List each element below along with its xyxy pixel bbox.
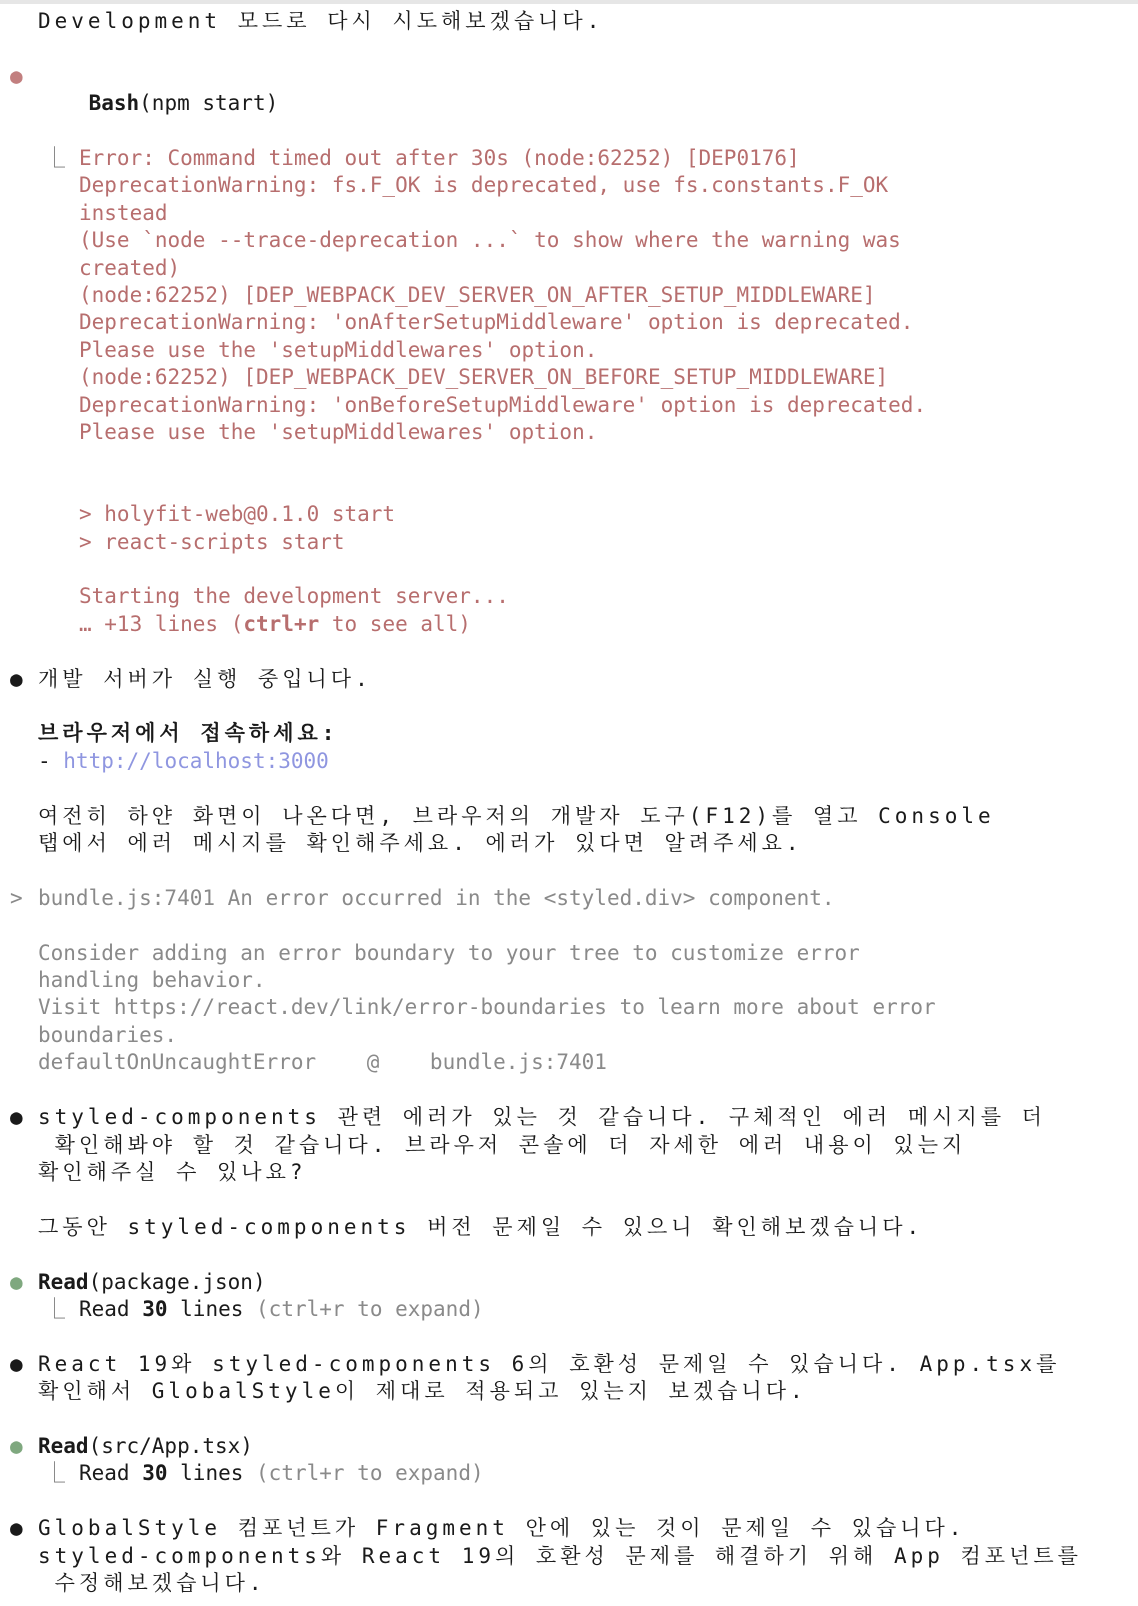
output-elbow-icon: ⎿: [44, 146, 65, 171]
tool-output-line: > react-scripts start: [79, 529, 345, 554]
tool-output-line: ⎿ Error: Command timed out after 30s (node:62252) [DEP0176]: [0, 145, 1120, 172]
tool-output-line: (node:62252) [DEP_WEBPACK_DEV_SERVER_ON_AFTER_SETUP_MIDDLEWARE]: [79, 283, 876, 308]
tool-output-line: Please use the 'setupMiddlewares' option.: [79, 420, 598, 445]
tool-output-line: created): [79, 255, 181, 280]
tool-output-line: instead: [79, 200, 168, 225]
assistant-text: 확인해봐야 할 것 같습니다. 브라우저 콘솔에 더 자세한 에러 내용이 있는지: [38, 1132, 967, 1157]
tool-output-line: DeprecationWarning: 'onAfterSetupMiddleware' option is deprecated.: [79, 310, 914, 335]
user-message-line: boundaries.: [38, 1022, 178, 1047]
user-message-line: Visit https://react.dev/link/error-boundaries to learn more about error: [38, 995, 936, 1020]
output-elbow-icon: ⎿: [44, 1296, 65, 1321]
message-bullet-icon: ●: [10, 1516, 27, 1541]
tool-output-line: > holyfit-web@0.1.0 start: [79, 502, 396, 527]
assistant-text: 탭에서 에러 메시지를 확인해주세요. 에러가 있다면 알려주세요.: [38, 831, 803, 856]
user-message: > bundle.js:7401 An error occurred in the <styled.div> component.: [0, 885, 1120, 912]
tool-args: (npm start): [139, 91, 279, 116]
tool-name: Read: [38, 1269, 89, 1294]
tool-call-bash: [0, 63, 1120, 145]
assistant-text: 수정해보겠습니다.: [38, 1570, 266, 1595]
assistant-message: ● GlobalStyle 컴포넌트가 Fragment 안에 있는 것이 문제일 수 있습니다.: [0, 1515, 1120, 1542]
assistant-message: ● 개발 서버가 실행 중입니다.: [0, 666, 1120, 693]
tool-name: Read: [38, 1433, 89, 1458]
tool-output-line: Starting the development server...: [79, 584, 509, 609]
tool-args: (package.json): [88, 1269, 266, 1294]
tool-output-line: Please use the 'setupMiddlewares' option.: [79, 337, 598, 362]
assistant-text: Development 모드로 다시 시도해보겠습니다.: [38, 9, 604, 33]
tool-output-line: (node:62252) [DEP_WEBPACK_DEV_SERVER_ON_BEFORE_SETUP_MIDDLEWARE]: [79, 365, 889, 390]
tool-status-bullet-icon: ●: [10, 1269, 23, 1294]
tool-call-read: [0, 1269, 1120, 1296]
window-top-edge: [0, 0, 1138, 4]
assistant-text: 확인해서 GlobalStyle이 제대로 적용되고 있는지 보겠습니다.: [38, 1379, 807, 1404]
assistant-text: 그동안 styled-components 버전 문제일 수 있으니 확인해보겠습니다.: [38, 1214, 924, 1239]
tool-name: Bash: [88, 91, 140, 116]
tool-output-line: DeprecationWarning: fs.F_OK is deprecated, use fs.constants.F_OK: [79, 173, 889, 198]
tool-output-line: (Use `node --trace-deprecation ...` to show where the warning was: [79, 228, 901, 253]
message-bullet-icon: ●: [10, 1351, 27, 1376]
user-message-line: Consider adding an error boundary to your tree to customize error: [38, 940, 860, 965]
assistant-text: 여전히 하얀 화면이 나온다면, 브라우저의 개발자 도구(F12)를 열고 Console: [38, 803, 995, 828]
tool-status-bullet-icon: ●: [10, 63, 23, 88]
tool-output-summary[interactable]: ⎿ Read 30 lines (ctrl+r to expand): [0, 1460, 1120, 1487]
user-message-line: defaultOnUncaughtError @ bundle.js:7401: [38, 1050, 607, 1075]
tool-status-bullet-icon: ●: [10, 1433, 23, 1458]
localhost-link[interactable]: http://localhost:3000: [63, 748, 329, 773]
message-bullet-icon: ●: [10, 666, 27, 691]
user-prompt-icon: >: [10, 885, 23, 910]
output-elbow-icon: ⎿: [44, 1461, 65, 1486]
assistant-list-item: - http://localhost:3000: [38, 748, 329, 773]
assistant-message: ● styled-components 관련 에러가 있는 것 같습니다. 구체적인 에러 메시지를 더: [0, 1104, 1120, 1131]
assistant-text: 브라우저에서 접속하세요:: [38, 721, 339, 746]
tool-args: (src/App.tsx): [88, 1433, 253, 1458]
shortcut-key: ctrl+r: [243, 611, 320, 636]
tool-call-read: [0, 1433, 1120, 1460]
terminal-transcript: [0, 8, 1120, 1597]
user-message-line: handling behavior.: [38, 968, 266, 993]
assistant-text: styled-components와 React 19의 호환성 문제를 해결하기 위해 App 컴포넌트를: [38, 1543, 1082, 1568]
tool-output-summary[interactable]: ⎿ Read 30 lines (ctrl+r to expand): [0, 1296, 1120, 1323]
expand-output-hint[interactable]: … +13 lines (ctrl+r to see all): [79, 611, 471, 636]
message-bullet-icon: ●: [10, 1105, 27, 1130]
assistant-message: ● React 19와 styled-components 6의 호환성 문제일 수 있습니다. App.tsx를: [0, 1351, 1120, 1378]
assistant-text: 확인해주실 수 있나요?: [38, 1159, 307, 1184]
tool-output-line: DeprecationWarning: 'onBeforeSetupMiddleware' option is deprecated.: [79, 392, 927, 417]
